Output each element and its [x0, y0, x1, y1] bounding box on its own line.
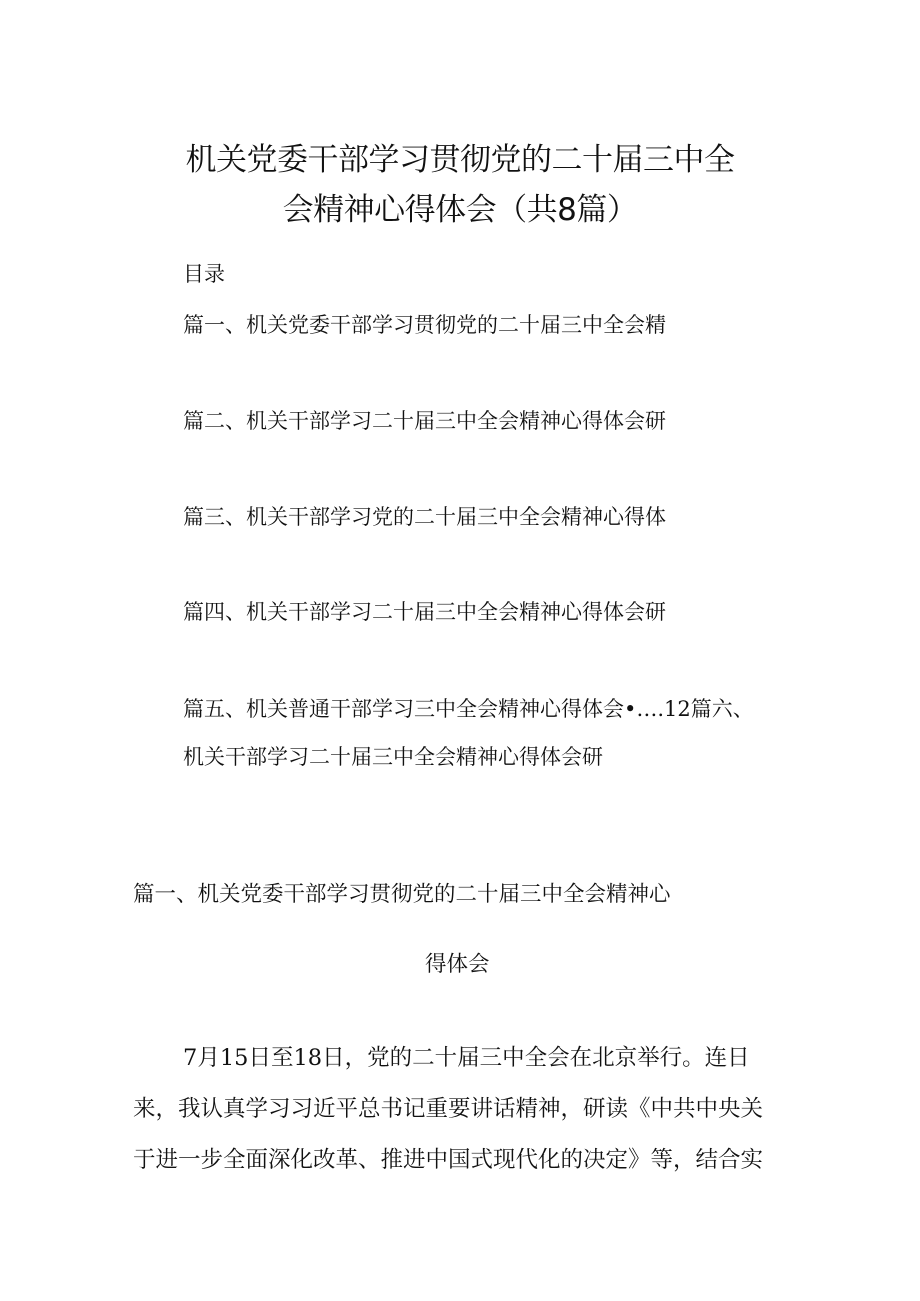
section-heading-line-1: 篇一、机关党委干部学习贯彻党的二十届三中全会精神心 — [133, 882, 671, 907]
toc-item-5-continued: 机关干部学习二十届三中全会精神心得体会研 — [183, 745, 603, 769]
toc-item-5: 篇五、机关普通干部学习三中全会精神心得体会•….12篇六、 — [183, 697, 754, 721]
body-paragraph-line-1: 7月15日至18日，党的二十届三中全会在北京举行。连日 — [183, 1045, 750, 1071]
toc-item-3: 篇三、机关干部学习党的二十届三中全会精神心得体 — [183, 505, 666, 529]
document-title-line-1: 机关党委干部学习贯彻党的二十届三中全 — [185, 142, 735, 178]
document-title-line-2: 会精神心得体会（共8篇） — [282, 192, 638, 228]
toc-item-4: 篇四、机关干部学习二十届三中全会精神心得体会研 — [183, 600, 666, 624]
section-heading-line-2: 得体会 — [425, 952, 490, 977]
toc-label: 目录 — [183, 262, 225, 286]
toc-item-1: 篇一、机关党委干部学习贯彻党的二十届三中全会精 — [183, 313, 666, 337]
body-paragraph-line-3: 于进一步全面深化改革、推进中国式现代化的决定》等，结合实 — [133, 1147, 764, 1173]
toc-item-2: 篇二、机关干部学习二十届三中全会精神心得体会研 — [183, 409, 666, 433]
body-paragraph-line-2: 来，我认真学习习近平总书记重要讲话精神，研读《中共中央关 — [133, 1096, 764, 1122]
